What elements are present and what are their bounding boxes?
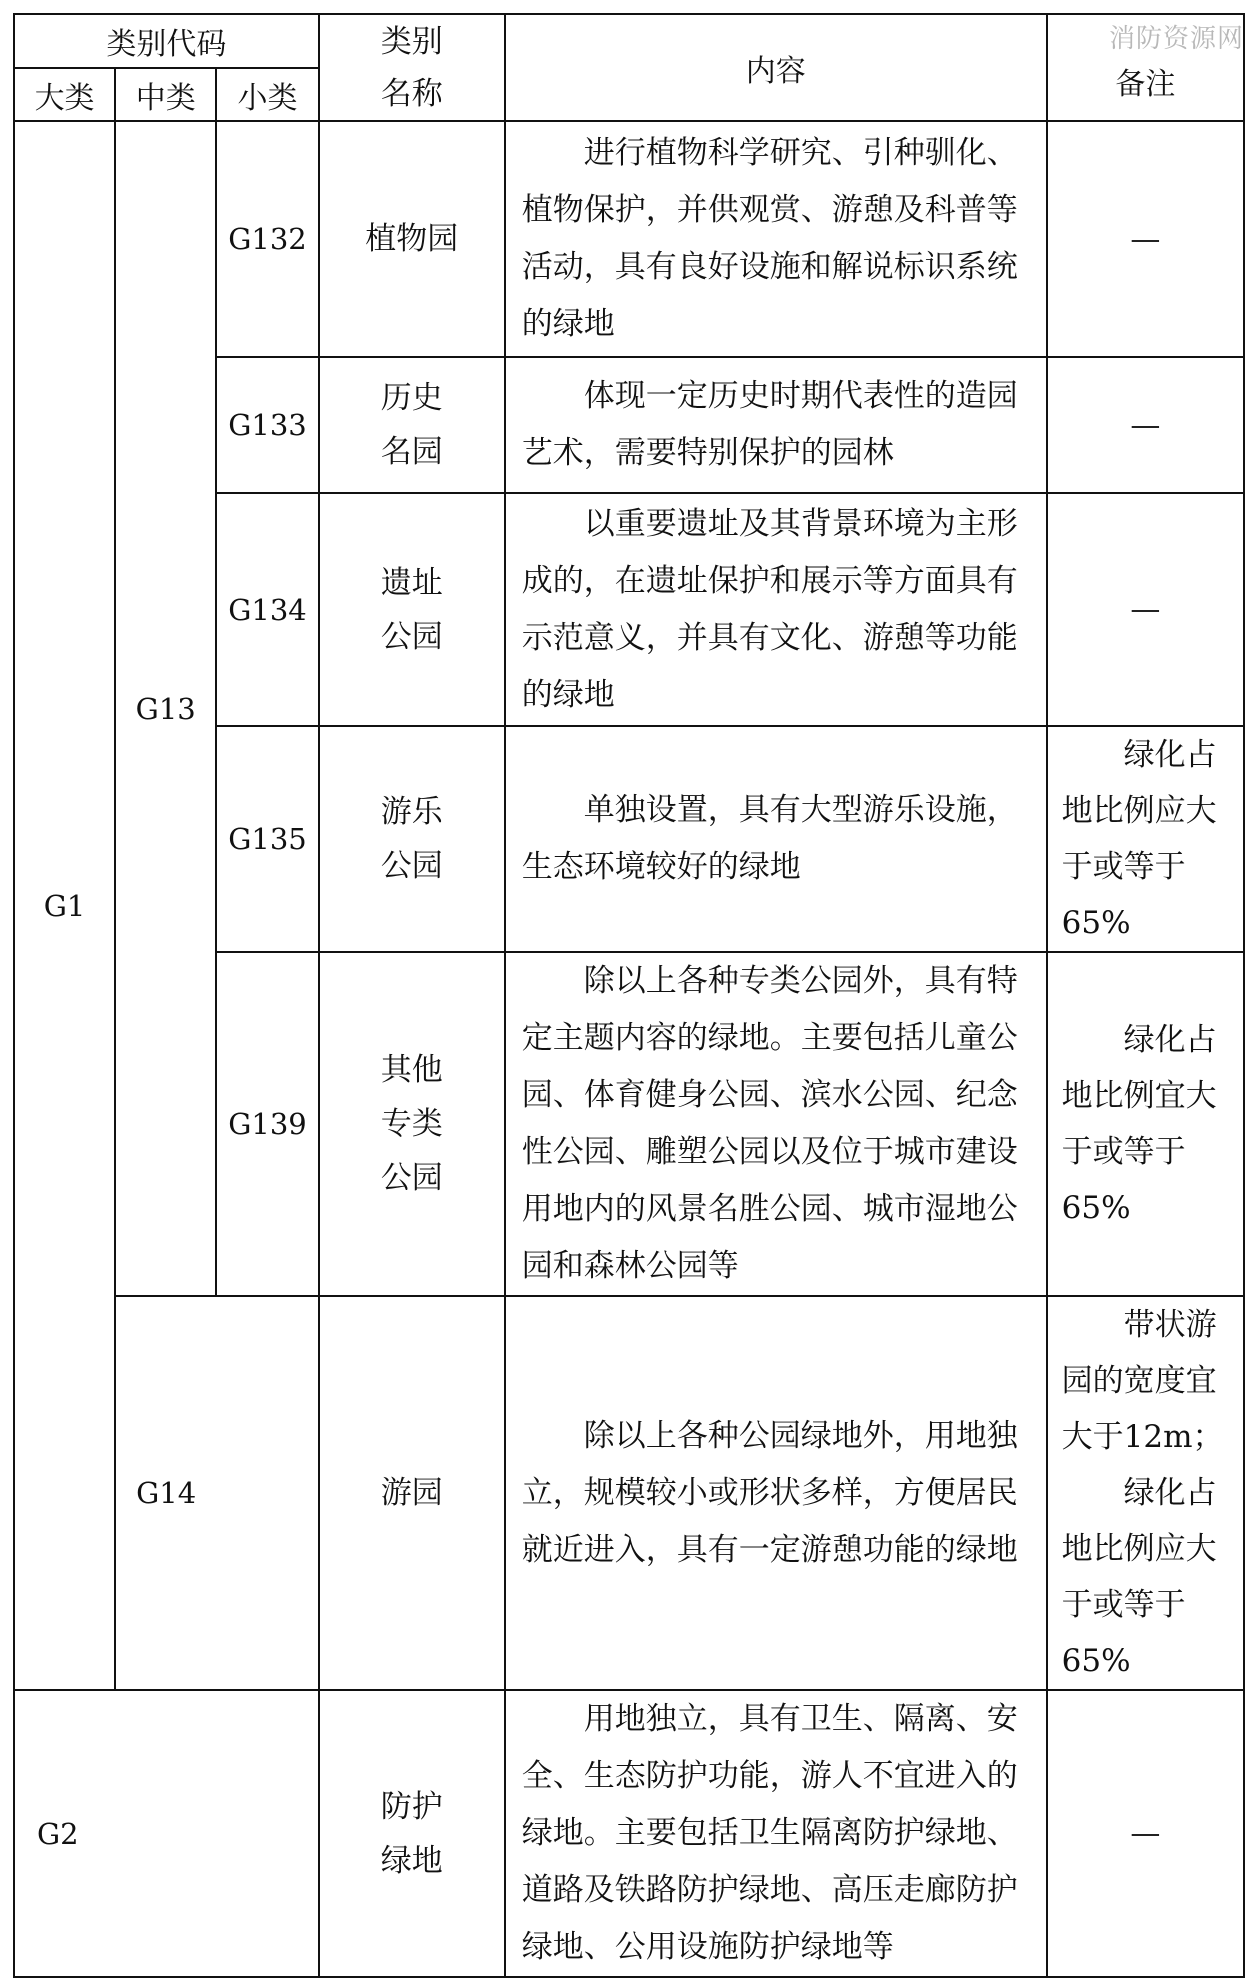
major-code-g1: G1 [14, 121, 115, 1690]
minor-code: G132 [216, 121, 318, 357]
category-content: 体现一定历史时期代表性的造园艺术，需要特别保护的园林 [505, 357, 1047, 493]
classification-table [13, 13, 1245, 1978]
header-code-group: 类别代码 [14, 14, 319, 68]
category-name: 历史名园 [319, 357, 505, 493]
minor-code: G139 [216, 952, 318, 1296]
category-name: 游乐公园 [319, 726, 505, 952]
category-name: 遗址公园 [319, 493, 505, 726]
category-name: 游园 [319, 1296, 505, 1690]
header-medium: 中类 [115, 68, 216, 121]
category-content: 单独设置，具有大型游乐设施，生态环境较好的绿地 [505, 726, 1047, 952]
medium-code-g14: G14 [115, 1296, 319, 1690]
major-code-g2: G2 [14, 1690, 319, 1977]
minor-code: G135 [216, 726, 318, 952]
header-content: 内容 [505, 14, 1047, 121]
header-name: 类别名称 [319, 14, 505, 121]
category-note: — [1047, 1690, 1244, 1977]
category-note: 带状游园的宽度宜大于12m； 绿化占地比例应大于或等于65% [1047, 1296, 1244, 1690]
category-note: — [1047, 121, 1244, 357]
header-note: 备注 [1047, 14, 1244, 121]
category-content: 进行植物科学研究、引种驯化、植物保护，并供观赏、游憩及科普等活动，具有良好设施和解说标识系统的绿地 [505, 121, 1047, 357]
category-name: 防护绿地 [319, 1690, 505, 1977]
category-content: 以重要遗址及其背景环境为主形成的，在遗址保护和展示等方面具有示范意义，并具有文化、游憩等功能的绿地 [505, 493, 1047, 726]
header-minor: 小类 [216, 68, 318, 121]
category-content: 除以上各种公园绿地外，用地独立，规模较小或形状多样，方便居民就近进入，具有一定游憩功能的绿地 [505, 1296, 1047, 1690]
minor-code: G133 [216, 357, 318, 493]
category-note: — [1047, 493, 1244, 726]
category-name: 其他专类公园 [319, 952, 505, 1296]
minor-code: G134 [216, 493, 318, 726]
table-row [14, 121, 1244, 357]
header-major: 大类 [14, 68, 115, 121]
category-content: 除以上各种专类公园外，具有特定主题内容的绿地。主要包括儿童公园、体育健身公园、滨水公园、纪念性公园、雕塑公园以及位于城市建设用地内的风景名胜公园、城市湿地公园和森林公园等 [505, 952, 1047, 1296]
medium-code-g13: G13 [115, 121, 216, 1296]
category-note: 绿化占地比例应大于或等于65% [1047, 726, 1244, 952]
category-note: 绿化占地比例宜大于或等于65% [1047, 952, 1244, 1296]
category-note: — [1047, 357, 1244, 493]
category-name: 植物园 [319, 121, 505, 357]
category-content: 用地独立，具有卫生、隔离、安全、生态防护功能，游人不宜进入的绿地。主要包括卫生隔离防护绿地、道路及铁路防护绿地、高压走廊防护绿地、公用设施防护绿地等 [505, 1690, 1047, 1977]
watermark: 消防资源网 [1108, 24, 1244, 54]
table-row [14, 1296, 1244, 1690]
table-row [14, 1690, 1244, 1977]
